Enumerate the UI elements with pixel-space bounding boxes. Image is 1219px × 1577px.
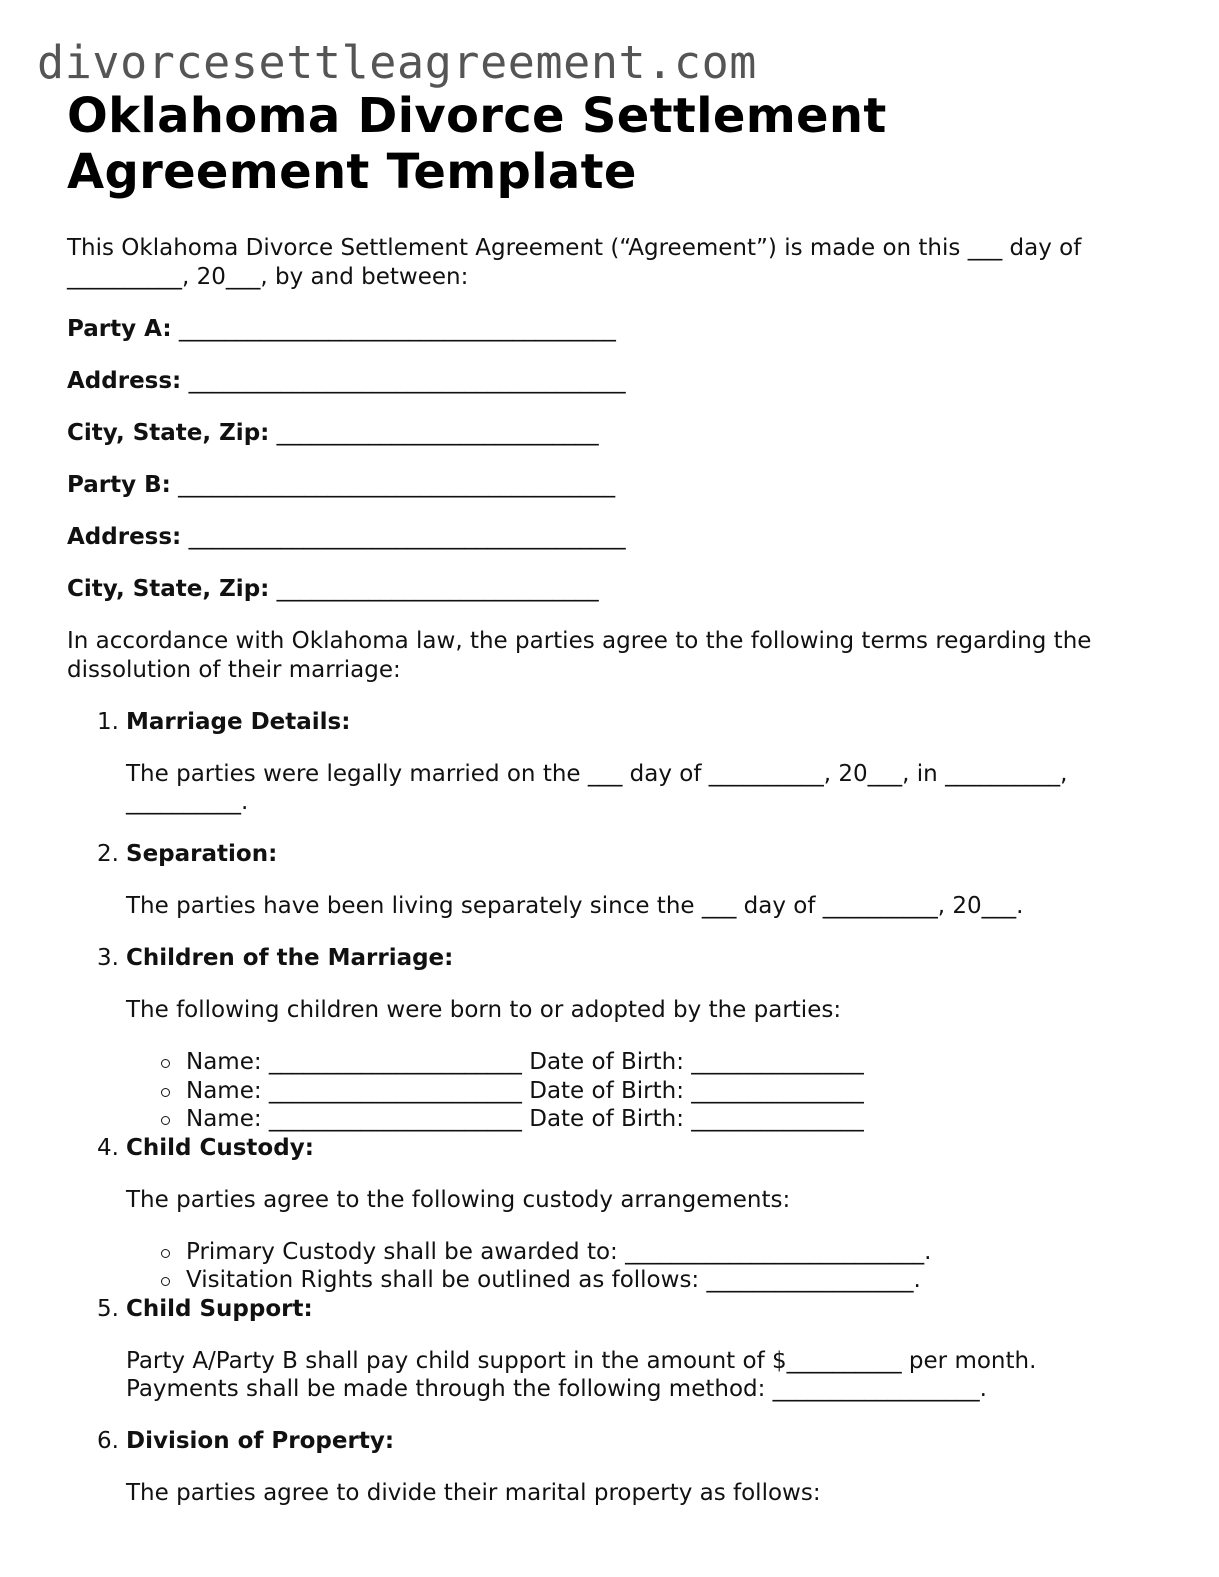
sections-list <box>67 708 1147 1508</box>
intro-paragraph: This Oklahoma Divorce Settlement Agreement (“Agreement”) is made on this ___ day of __________, 20___, by and between: <box>67 235 1082 290</box>
field-label: Address: <box>67 523 182 550</box>
section-body: The following children were born to or adopted by the parties: <box>126 997 842 1023</box>
name-label: Name: <box>186 1077 262 1104</box>
section-number: 1. <box>97 708 119 735</box>
field-label: City, State, Zip: <box>67 575 270 602</box>
name-blank[interactable]: ______________________ <box>268 1106 522 1132</box>
section-number: 6. <box>97 1428 119 1454</box>
section-number: 3. <box>97 945 119 971</box>
name-label: Name: <box>186 1049 262 1075</box>
field-blank[interactable]: ______________________________________ <box>188 367 626 394</box>
dob-label: Date of Birth: <box>529 1077 684 1104</box>
custody-item: Primary Custody shall be awarded to: __________________________. <box>126 1238 1147 1267</box>
section-child-custody <box>67 1134 1147 1295</box>
section-title: Division of Property: <box>126 1428 395 1454</box>
section-child-support <box>67 1295 1147 1404</box>
page-title: Oklahoma Divorce Settlement Agreement Template <box>67 88 887 200</box>
party-b-address-field <box>67 523 1147 552</box>
terms-intro: In accordance with Oklahoma law, the parties agree to the following terms regarding the dissolution of their marriage: <box>67 628 1092 683</box>
party-a-field <box>67 315 1147 344</box>
child-row <box>126 1077 1147 1106</box>
field-label: Party A: <box>67 315 172 342</box>
dob-blank[interactable]: _______________ <box>691 1077 864 1104</box>
dob-label: Date of Birth: <box>529 1106 684 1132</box>
custody-item: Visitation Rights shall be outlined as follows: __________________. <box>126 1266 1147 1295</box>
section-title: Separation: <box>126 841 278 867</box>
name-blank[interactable]: ______________________ <box>268 1077 522 1104</box>
field-blank[interactable]: ____________________________ <box>276 575 599 602</box>
section-marriage-details <box>67 708 1147 817</box>
watermark: divorcesettleagreement.com <box>37 36 757 89</box>
section-number: 2. <box>97 841 119 867</box>
party-b-field <box>67 471 1147 500</box>
section-title: Child Support: <box>126 1295 313 1322</box>
field-label: Address: <box>67 367 182 394</box>
party-a-city-field <box>67 419 1147 448</box>
field-label: Party B: <box>67 471 171 498</box>
child-row <box>126 1105 1147 1134</box>
name-label: Name: <box>186 1106 262 1132</box>
section-body: Party A/Party B shall pay child support in the amount of $__________ per month. Payments shall be made through the following method: __________________. <box>126 1347 1037 1402</box>
section-body: The parties agree to the following custody arrangements: <box>126 1186 791 1213</box>
dob-blank[interactable]: _______________ <box>691 1049 864 1075</box>
party-a-address-field <box>67 367 1147 396</box>
party-b-city-field <box>67 575 1147 604</box>
dob-label: Date of Birth: <box>529 1049 684 1075</box>
section-division-of-property <box>67 1427 1147 1508</box>
custody-list <box>126 1238 1147 1295</box>
section-number: 5. <box>97 1295 119 1322</box>
field-blank[interactable]: ______________________________________ <box>178 471 616 498</box>
dob-blank[interactable]: _______________ <box>691 1106 864 1132</box>
field-blank[interactable]: ______________________________________ <box>178 315 616 342</box>
children-list <box>126 1048 1147 1134</box>
field-blank[interactable]: ____________________________ <box>276 419 599 446</box>
section-number: 4. <box>97 1134 119 1161</box>
section-body: The parties agree to divide their marital property as follows: <box>126 1480 821 1506</box>
name-blank[interactable]: ______________________ <box>268 1049 522 1075</box>
section-title: Children of the Marriage: <box>126 945 454 971</box>
document-page <box>67 88 1147 1508</box>
section-children <box>67 944 1147 1134</box>
section-body: The parties were legally married on the ___ day of __________, 20___, in __________, __________. <box>126 760 1068 815</box>
field-blank[interactable]: ______________________________________ <box>188 523 626 550</box>
section-title: Marriage Details: <box>126 708 351 735</box>
field-label: City, State, Zip: <box>67 419 270 446</box>
section-title: Child Custody: <box>126 1134 314 1161</box>
section-separation <box>67 840 1147 921</box>
child-row <box>126 1048 1147 1077</box>
section-body: The parties have been living separately since the ___ day of __________, 20___. <box>126 893 1024 919</box>
